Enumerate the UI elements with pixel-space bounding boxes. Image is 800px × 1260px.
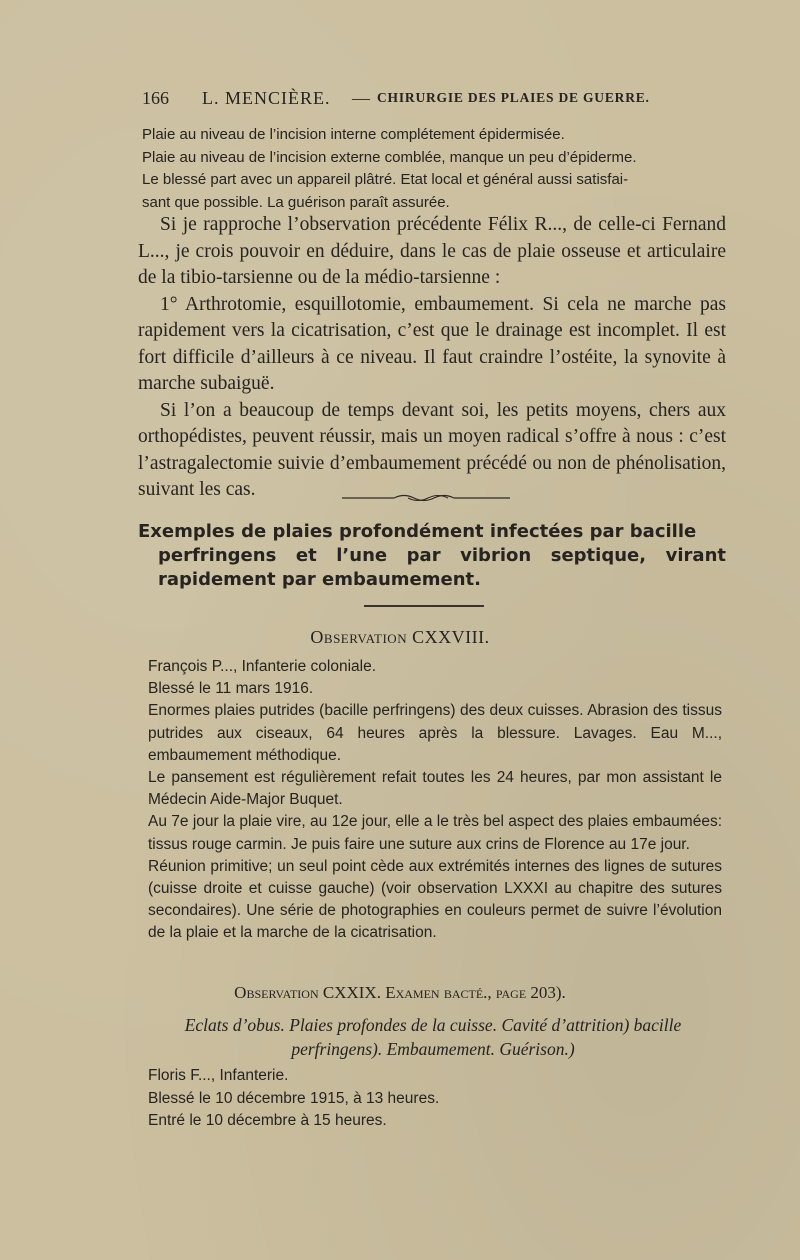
observation-paragraph: François P..., Infanterie coloniale. <box>148 658 377 675</box>
section-heading-line1: Exemples de plaies profondément infectées par bacille <box>138 521 697 542</box>
running-title: CHIRURGIE DES PLAIES DE GUERRE. <box>377 90 650 105</box>
observation-paragraph: Réunion primitive; un seul point cède aux extrémités internes des lignes de sutures (cuisse droite et cuisse gauche) (voir observation LXXXI au chapitre des sutures secondaires). Une série de photographies en couleurs permet de suivre l’évolution de la plaie et la marche de la cicatrisation. <box>148 857 722 942</box>
observation-2-paragraph: Entré le 10 décembre à 15 heures. <box>148 1112 387 1129</box>
observation-paragraph: Blessé le 11 mars 1916. <box>148 680 314 698</box>
observation-title: Observation CXXVIII. <box>310 627 490 647</box>
header-dash: — <box>352 88 370 108</box>
body-paragraph: Si l’on a beaucoup de temps devant soi, les petits moyens, chers aux orthopédistes, peuvent réussir, mais un moyen radical s’offre à nous : c’est l’astragalectomie suivie d’embaumement précédé ou non de phénolisation, suivant les cas. <box>138 399 726 500</box>
observation-body <box>148 656 722 945</box>
observation-paragraph: Le pansement est régulièrement refait toutes les 24 heures, par mon assistant le Médecin Aide-Major Buquet. <box>148 769 722 809</box>
page-number: 166 <box>142 88 169 108</box>
observation-paragraph: Au 7e jour la plaie vire, au 12e jour, elle a le très bel aspect des plaies embaumées: tissus rouge carmin. Je puis faire une suture aux crins de Florence au 17e jour. <box>148 813 722 853</box>
observation-2-paragraph: Floris F..., Infanterie. <box>148 1067 289 1084</box>
body-paragraph: Si je rapproche l’observation précédente Félix R..., de celle-ci Fernand L..., je crois pouvoir en déduire, dans le cas de plaie osseuse et articulaire de la tibio-tarsienne ou de la médio-tarsienne : <box>138 214 726 288</box>
author-name: L. MENCIÈRE. <box>202 88 331 108</box>
observation-2-title: Observation CXXIX. Examen bacté., page 203). <box>234 983 566 1002</box>
intro-line: Plaie au niveau de l’incision interne complétement épidermisée. <box>142 126 565 143</box>
intro-line: Plaie au niveau de l’incision externe comblée, manque un peu d’épiderme. <box>142 148 637 166</box>
observation-paragraph: Enormes plaies putrides (bacille perfringens) des deux cuisses. Abrasion des tissus putrides aux ciseaux, 64 heures après la blessure. Lavages. Eau M..., embaumement méthodique. <box>148 702 722 764</box>
observation-2-paragraph: Blessé le 10 décembre 1915, à 13 heures. <box>148 1089 440 1107</box>
intro-paragraph <box>142 124 724 214</box>
intro-line: sant que possible. La guérison paraît assurée. <box>142 193 450 211</box>
section-heading <box>138 520 726 592</box>
observation-2-subtitle: Eclats d’obus. Plaies profondes de la cuisse. Cavité d’attrition) bacille perfringens). Embaumement. Guérison.) <box>184 1015 682 1059</box>
running-header <box>142 88 682 114</box>
section-heading-rest: perfringens et l’une par vibrion septique, virant rapidement par embaumement. <box>158 545 726 590</box>
conclusion-text <box>138 212 726 504</box>
intro-line: Le blessé part avec un appareil plâtré. Etat local et général aussi satisfai- <box>142 171 629 188</box>
observation-2-body <box>148 1065 722 1133</box>
body-paragraph: 1° Arthrotomie, esquillotomie, embaumement. Si cela ne marche pas rapidement vers la cicatrisation, c’est que le drainage est incomplet. Il est fort difficile d’ailleurs à ce niveau. Il faut craindre l’ostéite, la synovite à marche subaiguë. <box>138 293 726 394</box>
ornament-divider <box>342 492 510 504</box>
section-rule <box>364 605 484 607</box>
